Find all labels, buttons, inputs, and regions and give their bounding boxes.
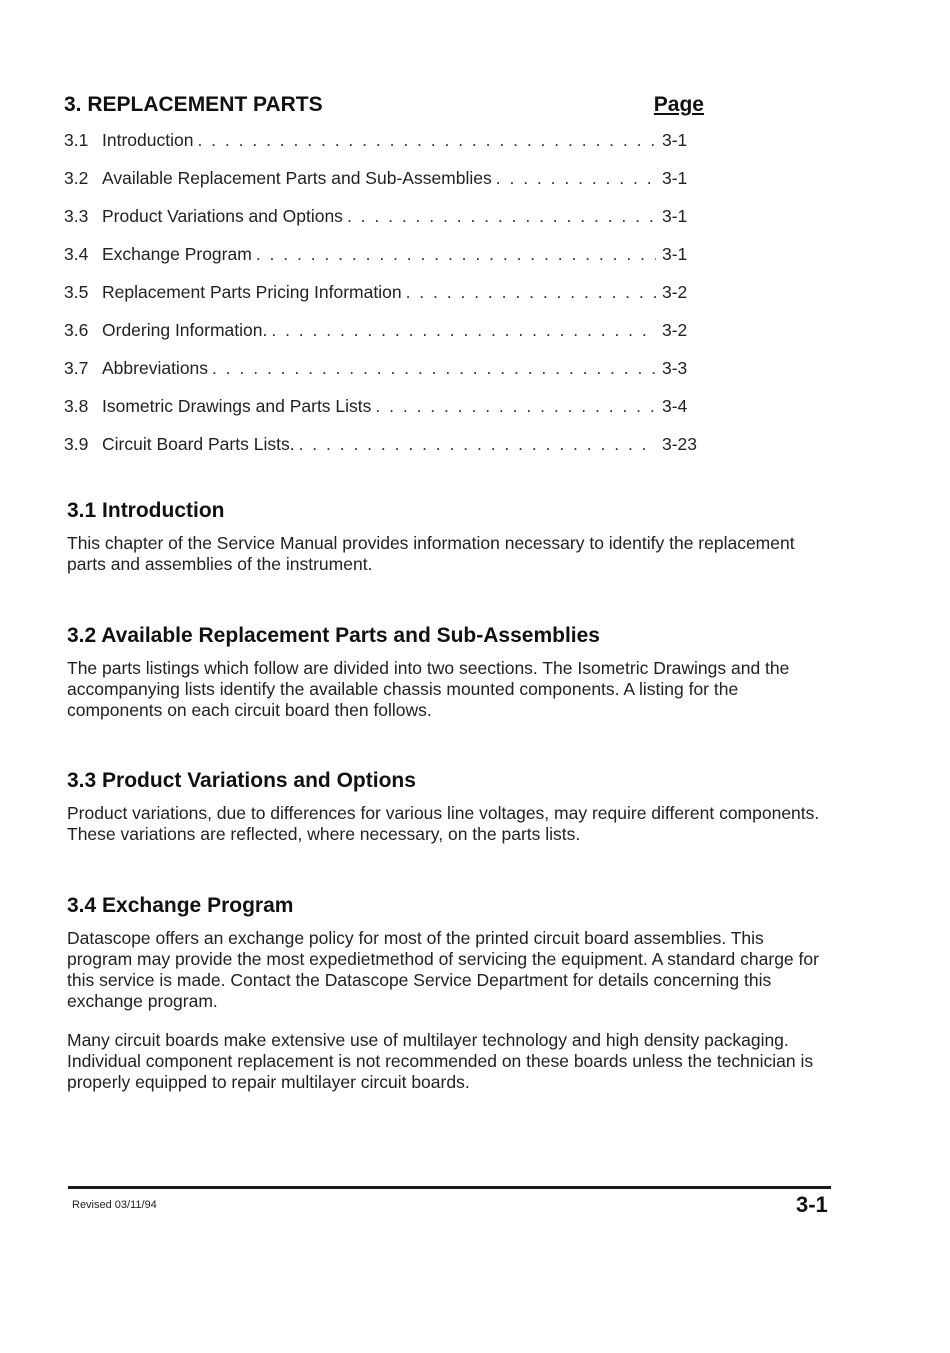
toc-leader-dots <box>347 206 656 227</box>
toc-entry-title: Circuit Board Parts Lists. <box>102 434 295 454</box>
section-available-parts <box>67 624 827 721</box>
toc-entry[interactable] <box>64 206 704 244</box>
toc-entry-page: 3-2 <box>662 320 688 340</box>
section-paragraph: Many circuit boards make extensive use of multilayer technology and high density packaging. Individual component replacement is not recommended on these boards unless the technician is properly equipped to repair multilayer circuit boards. <box>67 1030 814 1092</box>
toc-entry[interactable] <box>64 244 704 282</box>
section-heading: 3.1 Introduction <box>67 499 225 522</box>
toc-entry-title: Replacement Parts Pricing Information <box>102 282 402 302</box>
toc-entry-number: 3.7 <box>64 358 89 378</box>
toc-entry-page: 3-1 <box>662 168 688 188</box>
toc-entry-title: Ordering Information. <box>102 320 268 340</box>
toc-entry-page: 3-1 <box>662 244 688 264</box>
section-introduction <box>67 499 827 575</box>
toc-leader-dots <box>406 282 656 303</box>
toc-entry-number: 3.3 <box>64 206 89 226</box>
toc-entry[interactable] <box>64 396 704 434</box>
footer-divider <box>68 1186 831 1189</box>
section-heading: 3.4 Exchange Program <box>67 894 294 917</box>
toc-entry-page: 3-23 <box>662 434 698 454</box>
toc-entry[interactable] <box>64 358 704 396</box>
toc-entry[interactable] <box>64 130 704 168</box>
section-heading: 3.2 Available Replacement Parts and Sub-Assemblies <box>67 624 600 647</box>
toc-leader-dots <box>496 168 656 189</box>
toc-leader-dots <box>299 434 656 455</box>
toc-leader-dots <box>212 358 656 379</box>
toc-entry[interactable] <box>64 320 704 358</box>
toc-entry[interactable] <box>64 282 704 320</box>
toc-entry-number: 3.2 <box>64 168 89 188</box>
toc-leader-dots <box>197 130 656 151</box>
toc-entry-page: 3-2 <box>662 282 688 302</box>
toc-entry-title: Product Variations and Options <box>102 206 343 226</box>
toc-entry[interactable] <box>64 168 704 206</box>
toc-entry[interactable] <box>64 434 704 472</box>
section-heading: 3.3 Product Variations and Options <box>67 769 416 792</box>
toc-entry-title: Isometric Drawings and Parts Lists <box>102 396 372 416</box>
footer-revised-date: Revised 03/11/94 <box>72 1199 157 1211</box>
section-paragraph: The parts listings which follow are divided into two seections. The Isometric Drawings and the accompanying lists identify the available chassis mounted components. A listing for the components on each circuit board then follows. <box>67 658 790 720</box>
toc-entry-page: 3-3 <box>662 358 688 378</box>
table-of-contents <box>64 130 704 472</box>
section-paragraph: This chapter of the Service Manual provides information necessary to identify the replacement parts and assemblies of the instrument. <box>67 533 795 574</box>
toc-leader-dots <box>271 320 656 341</box>
toc-title: 3. REPLACEMENT PARTS <box>64 93 323 116</box>
section-paragraph: Datascope offers an exchange policy for most of the printed circuit board assemblies. This program may provide the most expedietmethod of servicing the equipment. A standard charge for this service is made. Contact the Datascope Service Department for details concerning this exchange program. <box>67 928 819 1011</box>
toc-entry-title: Exchange Program <box>102 244 252 264</box>
section-product-variations <box>67 769 827 845</box>
toc-entry-page: 3-1 <box>662 130 688 150</box>
section-paragraph: Product variations, due to differences for various line voltages, may require different components. These variations are reflected, where necessary, on the parts lists. <box>67 803 820 844</box>
toc-entry-page: 3-4 <box>662 396 688 416</box>
toc-entry-number: 3.6 <box>64 320 89 340</box>
toc-page-column-header: Page <box>653 93 704 116</box>
toc-heading <box>64 93 704 117</box>
toc-entry-number: 3.4 <box>64 244 89 264</box>
toc-entry-title: Introduction <box>102 130 194 150</box>
toc-entry-title: Abbreviations <box>102 358 209 378</box>
footer-page-number: 3-1 <box>796 1192 828 1217</box>
toc-entry-number: 3.9 <box>64 434 89 454</box>
toc-entry-number: 3.8 <box>64 396 89 416</box>
toc-entry-title: Available Replacement Parts and Sub-Assemblies <box>102 168 492 188</box>
section-exchange-program <box>67 894 827 1093</box>
toc-entry-page: 3-1 <box>662 206 688 226</box>
toc-entry-number: 3.1 <box>64 130 89 150</box>
toc-leader-dots <box>256 244 656 265</box>
toc-leader-dots <box>375 396 656 417</box>
toc-entry-number: 3.5 <box>64 282 89 302</box>
